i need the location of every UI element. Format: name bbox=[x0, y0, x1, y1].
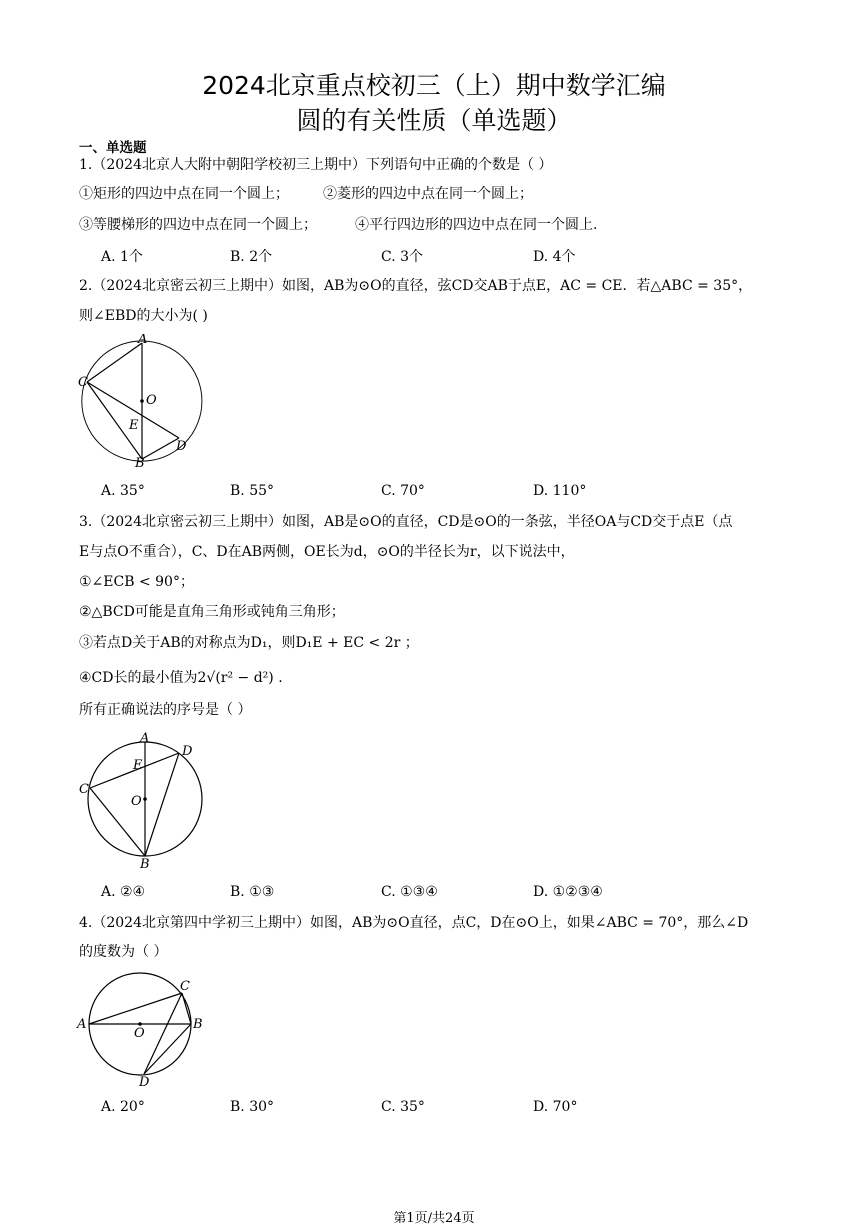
section-heading: 一、单选题 bbox=[79, 140, 147, 156]
q4-circle-figure bbox=[74, 970, 214, 1090]
q3-option-a: A. ②④ bbox=[101, 884, 146, 900]
q1-statement-3: ③等腰梯形的四边中点在同一个圆上； bbox=[79, 217, 317, 233]
q4-label-d: D bbox=[139, 1075, 150, 1090]
q4-stem-line2: 的度数为（ ） bbox=[79, 944, 168, 960]
q3-statement-3: ③若点D关于AB的对称点为D₁，则D₁E + EC < 2r ； bbox=[79, 635, 419, 651]
q2-label-a: A bbox=[138, 334, 148, 347]
q4-stem-line1: 4.（2024北京第四中学初三上期中）如图，AB为⊙O直径，点C，D在⊙O上，如果∠ABC = 70°，那么∠D bbox=[79, 915, 749, 931]
q4-chord-cd bbox=[144, 993, 182, 1074]
q1-stem: 1.（2024北京人大附中朝阳学校初三上期中）下列语句中正确的个数是（ ） bbox=[79, 157, 553, 173]
q1-option-a: A. 1个 bbox=[101, 249, 143, 265]
q3-option-b: B. ①③ bbox=[230, 884, 275, 900]
q2-option-c: C. 70° bbox=[381, 483, 425, 499]
q4-chord-cb bbox=[182, 993, 191, 1024]
q3-option-c: C. ①③④ bbox=[381, 884, 438, 900]
page-title: 2024北京重点校初三（上）期中数学汇编 bbox=[202, 71, 666, 100]
q2-option-b: B. 55° bbox=[230, 483, 275, 499]
page-subtitle: 圆的有关性质（单选题） bbox=[296, 106, 572, 135]
q4-label-a: A bbox=[77, 1017, 87, 1032]
q2-label-b: B bbox=[135, 456, 145, 471]
q4-chord-ac bbox=[89, 993, 182, 1024]
q1-option-d: D. 4个 bbox=[533, 249, 576, 265]
q2-chord-bd bbox=[142, 438, 179, 459]
q3-statement-1: ①∠ECB < 90°； bbox=[79, 574, 194, 590]
q2-option-d: D. 110° bbox=[533, 483, 587, 499]
page-number: 第1页/共24页 bbox=[393, 1211, 475, 1226]
q4-label-o: O bbox=[134, 1026, 145, 1041]
q2-stem-line2: 则∠EBD的大小为( ) bbox=[79, 308, 208, 324]
q1-option-c: C. 3个 bbox=[381, 249, 424, 265]
q4-option-b: B. 30° bbox=[230, 1099, 275, 1115]
q2-center-dot bbox=[140, 399, 144, 403]
q3-label-c: C bbox=[79, 782, 89, 797]
q4-option-d: D. 70° bbox=[533, 1099, 578, 1115]
q4-label-c: C bbox=[180, 979, 190, 994]
q1-statement-4: ④平行四边形的四边中点在同一个圆上. bbox=[355, 217, 598, 233]
q2-stem-line1: 2.（2024北京密云初三上期中）如图，AB为⊙O的直径，弦CD交AB于点E，AC = CE．若△ABC = 35°， bbox=[79, 278, 753, 294]
q3-label-d: D bbox=[182, 744, 193, 759]
q3-label-e: E bbox=[133, 758, 143, 773]
q3-label-b: B bbox=[140, 857, 150, 870]
q4-label-b: B bbox=[193, 1017, 203, 1032]
q3-option-d: D. ①②③④ bbox=[533, 884, 603, 900]
q3-label-o: O bbox=[131, 794, 142, 809]
q3-statement-2: ②△BCD可能是直角三角形或钝角三角形； bbox=[79, 604, 345, 620]
q2-label-e: E bbox=[129, 418, 139, 433]
q1-statement-1: ①矩形的四边中点在同一个圆上； bbox=[79, 186, 289, 202]
q3-center-dot bbox=[143, 797, 147, 801]
q2-label-o: O bbox=[146, 393, 157, 408]
q3-stem-line1: 3.（2024北京密云初三上期中）如图，AB是⊙O的直径，CD是⊙O的一条弦，半径OA与CD交于点E（点 bbox=[79, 514, 733, 530]
q3-question: 所有正确说法的序号是（ ） bbox=[79, 702, 252, 718]
q1-statement-2: ②菱形的四边中点在同一个圆上； bbox=[323, 186, 533, 202]
q3-stem-line2: E与点O不重合），C、D在AB两侧，OE长为d，⊙O的半径长为r，以下说法中， bbox=[79, 544, 575, 560]
q2-label-d: D bbox=[176, 439, 187, 454]
q2-option-a: A. 35° bbox=[101, 483, 145, 499]
q4-option-a: A. 20° bbox=[101, 1099, 145, 1115]
q4-option-c: C. 35° bbox=[381, 1099, 425, 1115]
q3-circle-figure bbox=[76, 730, 216, 870]
q2-circle-figure bbox=[74, 334, 234, 474]
q2-label-c: C bbox=[78, 375, 88, 390]
q3-label-a: A bbox=[140, 731, 150, 746]
q3-chord-db bbox=[145, 753, 179, 856]
q1-option-b: B. 2个 bbox=[230, 249, 273, 265]
q3-statement-4: ④CD长的最小值为2√(r² − d²) . bbox=[79, 670, 283, 686]
